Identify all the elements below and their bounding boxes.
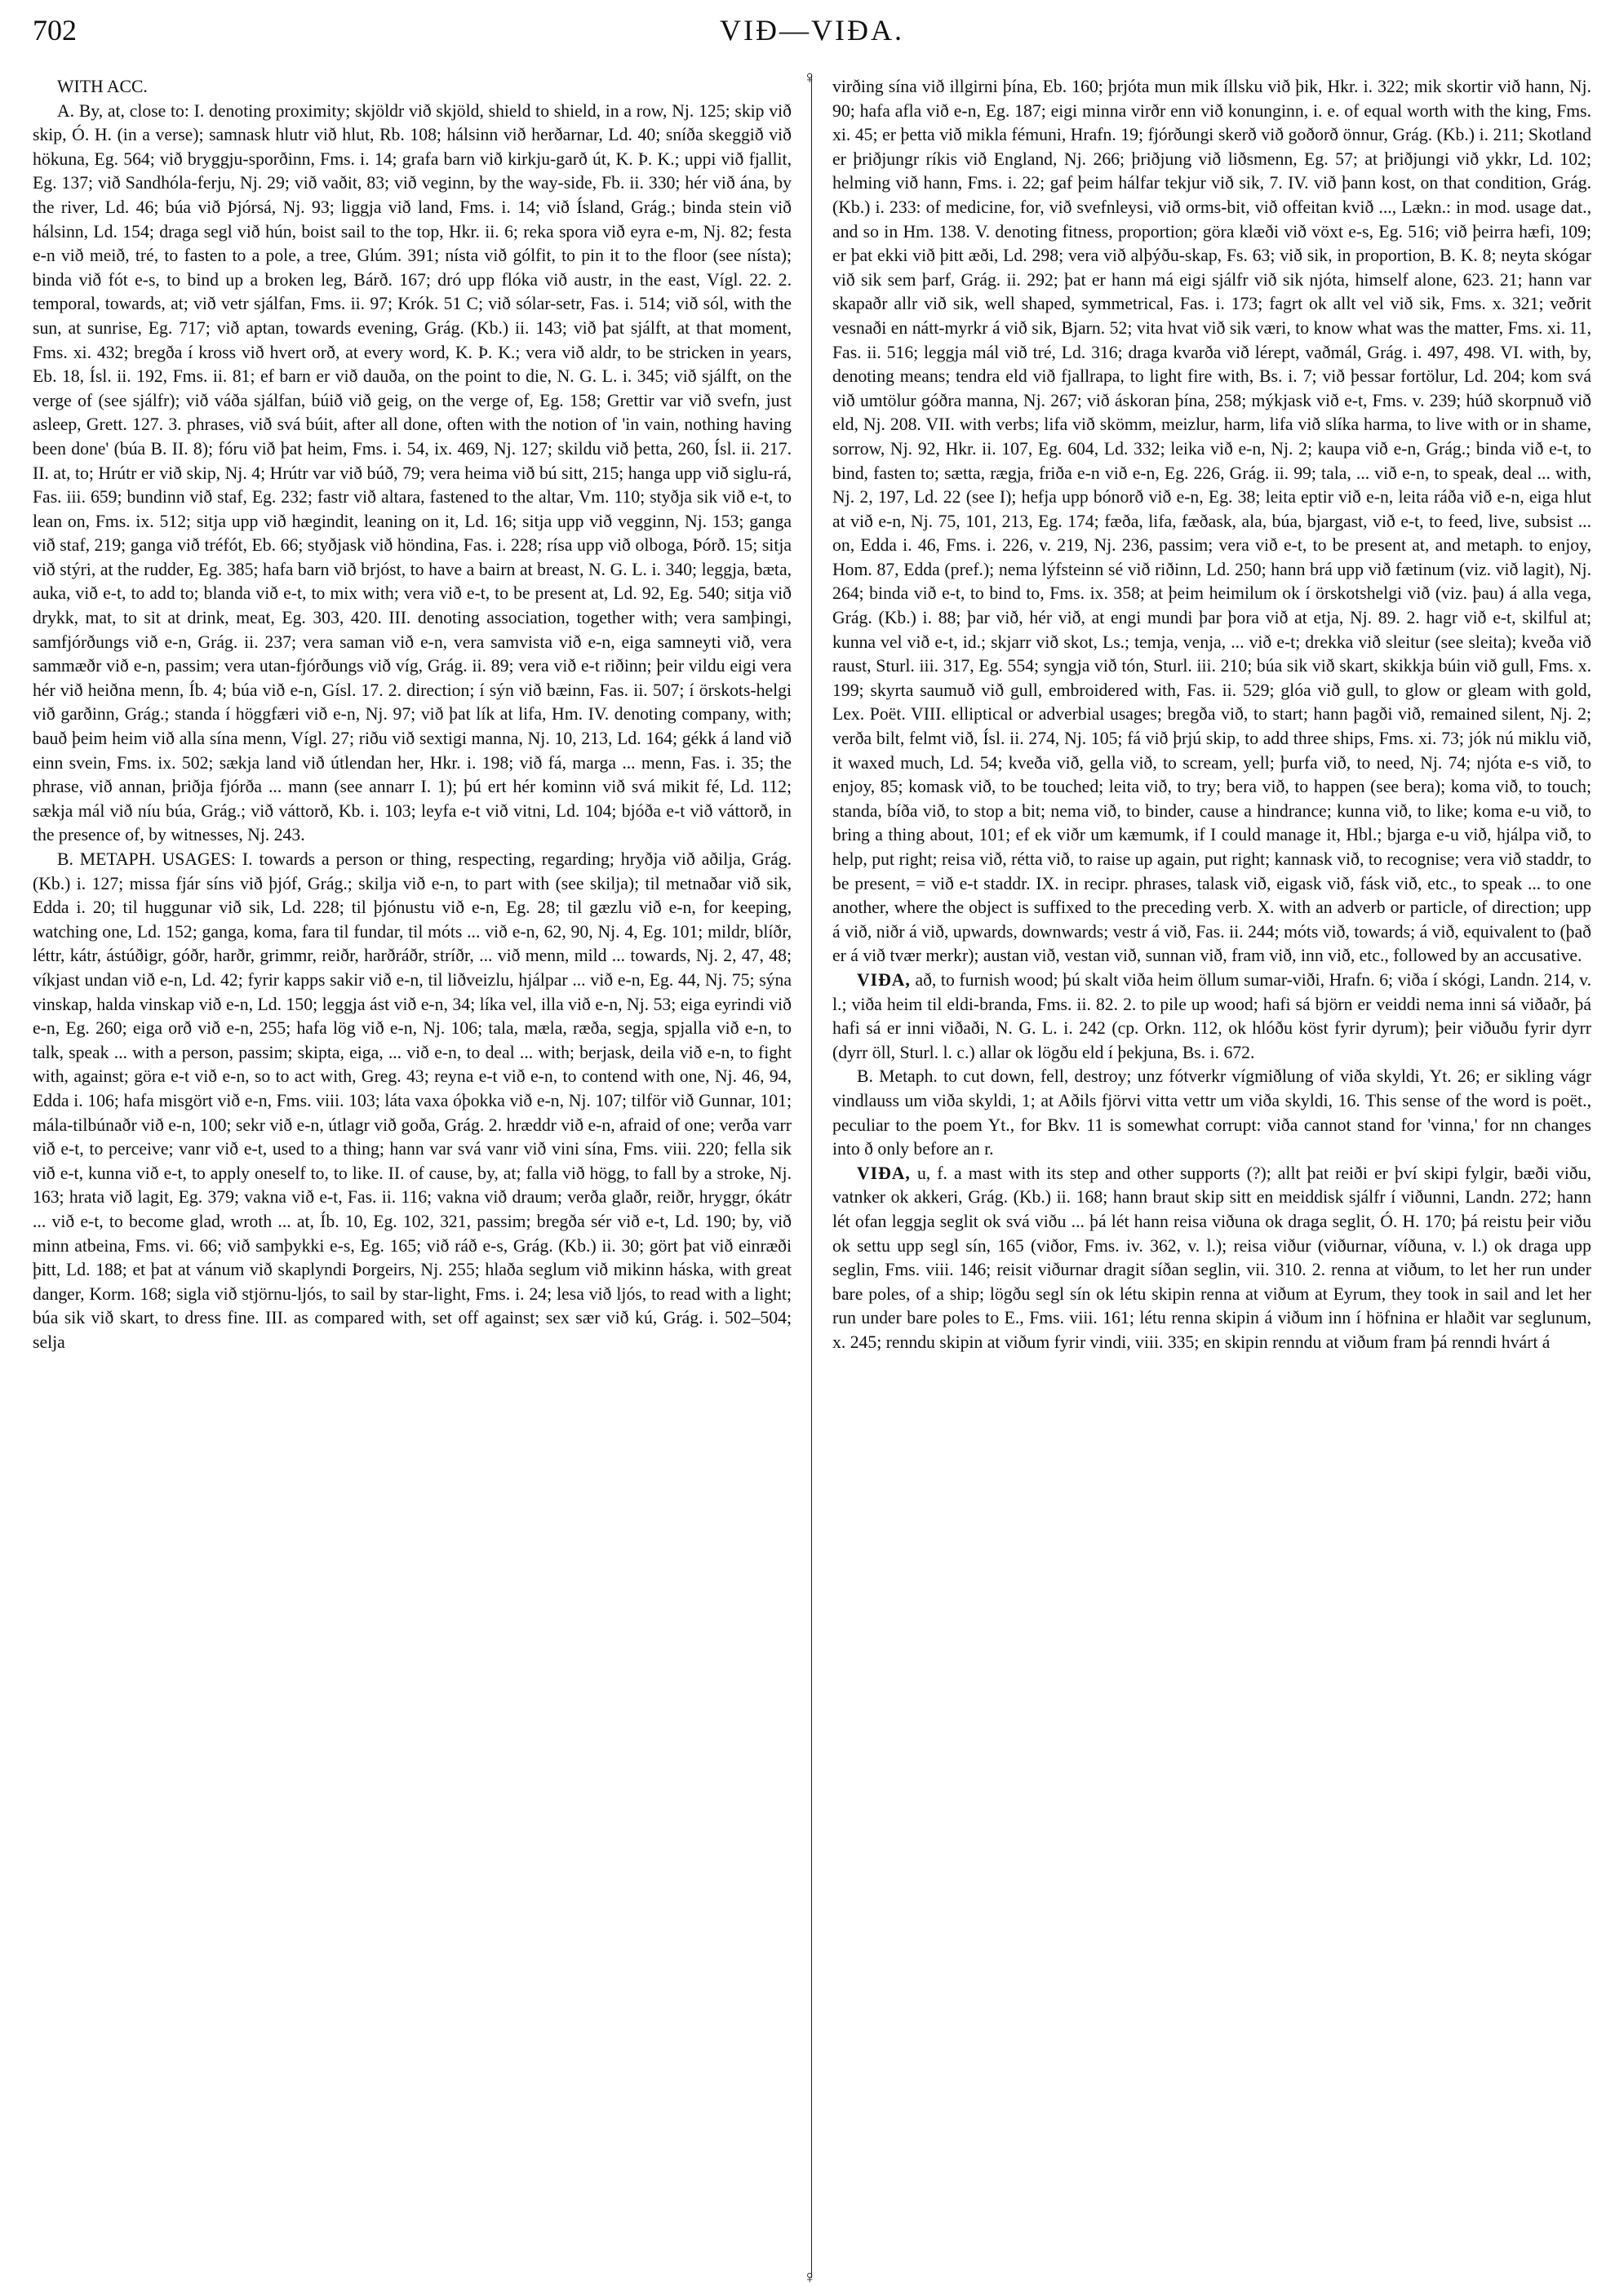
- column-divider: [811, 75, 812, 2278]
- entry-body: að, to furnish wood; þú skalt viða heim öllum sumar-viði, Hrafn. 6; viða í skógi, Landn. 214, v. l.; viða heim til eldi-branda, Fms. ii. 82. 2. to pile up wood; hafi sá björn er veiddi nema inni sá viðaðr, þá hafi sá er inni viðaði, N. G. L. i. 242 (cp. Orkn. 112, ok hlóðu köst fyrir dyrum); þeir viðuðu fyrir dyrr (dyrr öll, Sturl. l. c.) allar ok lögðu eld í þekjuna, Bs. i. 672.: [832, 969, 1591, 1062]
- entry-headword: VIÐA,: [857, 969, 911, 990]
- entry-headword: VIÐA,: [857, 1163, 911, 1183]
- sense-block-b: B. METAPH. USAGES: I. towards a person or thing, respecting, regarding; hryðja við aðilja, Grág. (Kb.) i. 127; missa fjár síns við þjóf, Grág.; skilja við e-n, to part with (see skilja); til metnaðar við sik, Edda i. 20; til huggunar við sik, Ld. 228; til þjónustu við e-n, Eg. 28; til gæzlu við e-n, for keeping, watching one, Ld. 152; ganga, koma, fara til fundar, til móts ... við e-n, 62, 90, Nj. 4, Eg. 101; mildr, blíðr, léttr, kátr, ástúðigr, góðr, harðr, grimmr, reiðr, harðráðr, stríðr, ... við menn, mild ... towards, Nj. 2, 47, 48; víkjast undan við e-n, Ld. 42; fyrir kapps sakir við e-n, til liðveizlu, hjálpar ... við e-n, Eg. 44, Nj. 75; sýna vinskap, halda vinskap við e-n, Ld. 150; leggja ást við e-n, 34; líka vel, illa við e-n, Nj. 53; eiga eyrindi við e-n, Eg. 260; eiga orð við e-n, 255; hafa lög við e-n, Nj. 106; tala, mæla, ræða, segja, spjalla við e-n, to talk, speak ... with a person, passim; skipta, eiga, ... við e-n, to deal ... with; berjask, deila við e-n, to fight with, against; göra e-t við e-n, so to act with, Greg. 43; reyna e-t við e-n, to contend with one, Nj. 46, 94, Edda i. 106; hafa misgört við e-n, Fms. viii. 103; láta vaxa óþokka við e-n, Nj. 107; tilför við Gunnar, 101; mála-tilbúnaðr við e-n, 100; sekr við e-n, útlagr við goða, Grág. 2. hræddr við e-n, afraid of one; verða varr við e-t, to perceive; vanr við e-t, used to a thing; hann var svá vanr við vini sína, Fms. viii. 220; fella sik við e-t, kunna við e-t, to apply oneself to, to like. II. of cause, by, at; falla við högg, to fall by a stroke, Nj. 163; hrata við lagit, Eg. 379; vakna við e-t, Fas. ii. 116; vakna við draum; verða glaðr, reiðr, hryggr, ókátr ... við e-t, to become glad, wroth ... at, Íb. 10, Eg. 102, 321, passim; bregða sér við e-t, Ld. 190; by, við minn atbeina, Fms. vi. 66; við samþykki e-s, Eg. 165; við ráð e-s, Grág. (Kb.) ii. 30; gört þat við einræði þitt, Ld. 188; et þat at vánum við skaplyndi Þorgeirs, Nj. 255; hlaða seglum við mikinn háska, with great danger, Korm. 168; sigla við stjörnu-ljós, to sail by star-light, Fms. i. 24; lesa við ljós, to read with a light; búa sik við skart, to dress fine. III. as compared with, set off against; sex sær við kú, Grág. i. 502–504; selja: [33, 849, 792, 1352]
- section-label: WITH ACC.: [57, 77, 148, 96]
- left-column: [33, 75, 792, 2278]
- entry-body: u, f. a mast with its step and other supports (?); allt þat reiði er því skipi fylgir, bæði viðu, vatnker ok akkeri, Grág. (Kb.) ii. 168; hann braut skip sitt en meiddisk sjálfr í viðunni, Landn. 272; hann lét ofan leggja seglit ok svá viðu ... þá lét hann reisa viðuna ok draga seglit, Ó. H. 170; þá reistu þeir viðu ok settu upp segl sín, 165 (viðor, Fms. iv. 362, v. l.); reisa viður (viðurnar, víðuna, v. l.) ok draga upp seglin, Fms. viii. 146; reisit viðurnar dragit síðan seglin, vii. 310. 2. renna at viðum, to let her run under bare poles, of a ship; lögðu segl sín ok létu skipin renna at viðum at Eyrum, they took in sail and let her run under bare poles to E., Fms. viii. 161; létu renna skipin á viðum inn í höfnina er hlaðit var seglunum, x. 245; renndu skipin at viðum fyrir vindi, viii. 335; en skipin renndu at viðum fram þá renndi hvárt á: [832, 1163, 1591, 1352]
- divider-ornament-bottom-icon: ♀: [803, 2267, 817, 2287]
- running-head: VIÐ—VIÐA.: [720, 14, 904, 47]
- page-number: 702: [33, 14, 77, 47]
- entry-vida-noun: [832, 1162, 1591, 1355]
- divider-ornament-top-icon: ♀: [803, 67, 817, 87]
- text-columns: [33, 67, 1591, 2287]
- right-column: [832, 75, 1591, 2278]
- sense-block-a: A. By, at, close to: I. denoting proximity; skjöldr við skjöld, shield to shield, in a row, Nj. 125; skip við skip, Ó. H. (in a verse); samnask hlutr við hlut, Rb. 108; hálsinn við herðarnar, Ld. 40; sníða skeggið við hökuna, Eg. 564; við bryggju-sporðinn, Fms. i. 14; grafa barn við kirkju-garð út, K. Þ. K.; uppi við fjallit, Eg. 137; við Sandhóla-ferju, Nj. 29; við vaðit, 83; við veginn, by the way-side, Fb. ii. 330; hér við ána, by the river, Ld. 46; búa við Þjórsá, Nj. 93; liggja við land, Fms. i. 14; við Ísland, Grág.; binda stein við hálsinn, Ld. 154; draga segl við hún, boist sail to the top, Hkr. ii. 6; reka spora við eyra e-m, Nj. 82; festa e-n við meið, tré, to fasten to a pole, a tree, Glúm. 391; nísta við gólfit, to pin it to the floor (see nísta); binda við fót e-s, to bind up a broken leg, Bárð. 167; dró upp flóka við austr, in the east, Vígl. 22. 2. temporal, towards, at; við vetr sjálfan, Fms. ii. 97; Krók. 51 C; við sólar-setr, Fas. i. 514; við sól, with the sun, at sunrise, Eg. 717; við aptan, towards evening, Grág. (Kb.) ii. 143; við þat sjálft, at that moment, Fms. xi. 432; bregða í kross við hvert orð, at every word, K. Þ. K.; vera við aldr, to be stricken in years, Eb. 18, Ísl. ii. 192, Fms. ii. 81; ef barn er við dauða, on the point to die, N. G. L. i. 345; við sjálft, on the verge of (see sjálfr); við váða sjálfan, búið við geig, on the verge of, Eg. 158; Grettir var við svefn, just asleep, Grett. 127. 3. phrases, við svá búit, after all done, often with the notion of 'in vain, nothing having been done' (búa B. II. 8); fóru við þat heim, Fms. i. 54, ix. 469, Nj. 127; skildu við þetta, 260, Ísl. ii. 217. II. at, to; Hrútr er við skip, Nj. 4; Hrútr var við búð, 79; vera heima við bú sitt, 215; hanga upp við siglu-rá, Fas. iii. 659; bundinn við staf, Eg. 232; fastr við altara, fastened to the altar, Vm. 110; styðja sik við e-t, to lean on, Fms. ix. 512; sitja upp við hægindit, leaning on it, Ld. 16; sitja upp við vegginn, Nj. 153; ganga við staf, 219; ganga við tréfót, Eb. 66; styðjask við höndina, Fas. i. 228; rísa upp við olboga, Þórð. 15; sitja við stýri, at the rudder, Eg. 385; hafa barn við brjóst, to have a bairn at breast, N. G. L. i. 340; leggja, bæta, auka, við e-t, to add to; blanda við e-t, to mix with; vera við e-t, to be present at, Ld. 92, Eg. 540; sitja við drykk, mat, to sit at drink, meat, Eg. 303, 420. III. denoting association, together with; vera samþingi, samfjórðungs við e-n, Grág. ii. 237; vera saman við e-n, vera samvista við e-n, eiga samneyti við, vera sammæðr við e-n, passim; vera utan-fjórðungs við víg, Grág. ii. 89; vera við e-t riðinn; þeir vildu eigi vera hér við heiðna menn, Íb. 4; búa við e-n, Gísl. 17. 2. direction; í sýn við bæinn, Fas. ii. 507; í örskots-helgi við garðinn, Grág.; standa í höggfæri við e-n, Nj. 97; við þat lík at lifa, Hm. IV. denoting company, with; bauð þeim heim við alla sína menn, Vígl. 27; riðu við sextigi manna, Nj. 10, 213, Ld. 164; gékk á land við einn svein, Fms. ix. 502; sækja land við útlendan her, Hkr. i. 198; við fá, marga ... menn, Fas. i. 35; the phrase, við annan, þriðja fjórða ... mann (see annarr I. 1); þú ert hér kominn við svá mikit fé, Ld. 112; sækja mál við níu búa, Grág.; við váttorð, Kb. i. 103; leyfa e-t við vitni, Ld. 104; bjóða e-t við váttorð, in the presence of, by witnesses, Nj. 243.: [33, 100, 792, 845]
- entry-vida-verb: [832, 968, 1591, 1065]
- continued-block: virðing sína við illgirni þína, Eb. 160; þrjóta mun mik íllsku við þik, Hkr. i. 322; mik skortir við hann, Nj. 90; hafa afla við e-n, Eg. 187; eigi minna virðr enn við konunginn, i. e. of equal worth with the king, Fms. xi. 45; er þetta við mikla fémuni, Hrafn. 19; fjórðungi skerð við goðorð önnur, Grág. (Kb.) i. 211; Skotland er þriðjungr ríkis við England, Nj. 266; þriðjung við liðsmenn, Eg. 57; at þriðjungi við ykkr, Ld. 102; helming við hann, Fms. i. 22; gaf þeim hálfar tekjur við sik, 7. IV. við þann kost, on that condition, Grág. (Kb.) i. 233: of medicine, for, við svefnleysi, við orms-bit, við offeitan kvið ..., Lækn.: in mod. usage dat., and so in Hm. 138. V. denoting fitness, proportion; göra klæði við vöxt e-s, Eg. 516; við þeirra hæfi, 109; er þat ekki við þitt æði, Ld. 298; vera við alþýðu-skap, Fs. 63; við sik, in proportion, B. K. 8; neyta skógar við sik sem þarf, Grág. ii. 292; þat er hann má eigi sjálfr við sik njóta, himself alone, 623. 21; hann var skapaðr allr við sik, well shaped, symmetrical, Fas. i. 173; fagrt ok allt vel við sik, Fms. x. 321; veðrit vesnaði en nátt-myrkr á við sik, Bjarn. 52; vita hvat við sik væri, to know what was the matter, Fms. xi. 11, Fas. ii. 516; leggja mál við tré, Ld. 316; draga kvarða við lérept, vaðmál, Grág. i. 497, 498. VI. with, by, denoting means; tendra eld við fjallrapa, to light fire with, Bs. i. 7; við þessar fortölur, Ld. 204; kom svá við umtölur góðra manna, Nj. 267; við áskoran þína, 258; mýkjask við e-t, Fms. v. 239; húð skorpnuð við eld, Nj. 208. VII. with verbs; lifa við skömm, meizlur, harm, lifa við slíka harma, to live with or in shame, sorrow, Nj. 92, Hkr. ii. 107, Eg. 604, Ld. 332; leika við e-n, Nj. 2; kaupa við e-n, Grág.; binda við e-t, to bind, fasten to; sætta, rægja, friða e-n við e-n, Eg. 226, Grág. ii. 99; tala, ... við e-n, to speak, deal ... with, Nj. 2, 197, Ld. 22 (see I); hefja upp bónorð við e-n, Eg. 38; leita eptir við e-n, leita ráða við e-n, eiga hlut at við e-n, Nj. 75, 101, 213, Eg. 174; fæða, lifa, fæðask, ala, búa, bjargast, við e-t, to feed, live, subsist ... on, Edda i. 46, Fms. i. 226, v. 219, Nj. 236, passim; vera við e-t, to be present at, and metaph. to enjoy, Hom. 87, Edda (pref.); nema lýfsteinn sé við riðinn, Ld. 250; hann brá upp við fætinum (viz. við lagit), Nj. 264; binda við e-t, to bind to, Fms. ix. 358; at þeim heimilum ok í örskotshelgi við (viz. þau) á alla vega, Grág. (Kb.) i. 88; þar við, hér við, at engi mundi þar þora við at etja, Nj. 89. 2. hagr við e-t, skilful at; kunna vel við e-t, id.; skjarr við skot, Ls.; temja, venja, ... við e-t; drekka við sleitur (see sleita); kveða við raust, Sturl. iii. 317, Eg. 554; syngja við tón, Sturl. iii. 210; búa sik við skart, skikkja búin við gull, Fms. x. 199; skyrta saumuð við gull, embroidered with, Fas. ii. 529; glóa við gull, to glow or gleam with gold, Lex. Poët. VIII. elliptical or adverbial usages; bregða við, to start; hann þagði við, remained silent, Nj. 2; verða bilt, felmt við, Ísl. ii. 274, Nj. 105; fá við þrjú skip, to add three ships, Fms. xi. 73; jók nú miklu við, it waxed much, Ld. 54; kveða við, gella við, to scream, yell; þurfa við, to need, Nj. 74; njóta e-s við, to enjoy, 85; komask við, to be touched; leita við, to try; bera við, to happen (see bera); koma við, to touch; standa, bíða við, to stop a bit; nema við, to binder, cause a hindrance; kunna við, to like; koma e-u við, to bring a thing about, 101; ef ek viðr um kæmumk, if I could manage it, Hbl.; bjarga e-u við, hjálpa við, to help, put right; reisa við, rétta við, to raise up again, put right; kannask við, to recognise; vera við staddr, to be present, = við e-t staddr. IX. in recipr. phrases, talask við, eigask við, fásk við, etc., to speak ... to one another, where the object is suffixed to the preceding verb. X. with an adverb or particle, of direction; upp á við, niðr á við, upwards, downwards; vestr á við, Fas. ii. 244; móts við, towards; á við, equivalent to (það er á við tvær merkr); austan við, vestan við, sunnan við, fram við, inn við, etc., followed by an accusative.: [832, 77, 1591, 966]
- entry-vida-metaph: B. Metaph. to cut down, fell, destroy; unz fótverkr vígmiðlung of viða skyldi, Yt. 26; er sikling vágr vindlauss um viða skyldi, 1; at Aðils fjörvi vitta vettr um viða skyldi, 16. This sense of the word is poët., peculiar to the poem Yt., for Bkv. 11 is somewhat corrupt: viða cannot stand for 'vinna,' for nn changes into ð only before an r.: [832, 1066, 1591, 1159]
- dictionary-page: [33, 11, 1591, 2285]
- page-header: [33, 11, 1591, 52]
